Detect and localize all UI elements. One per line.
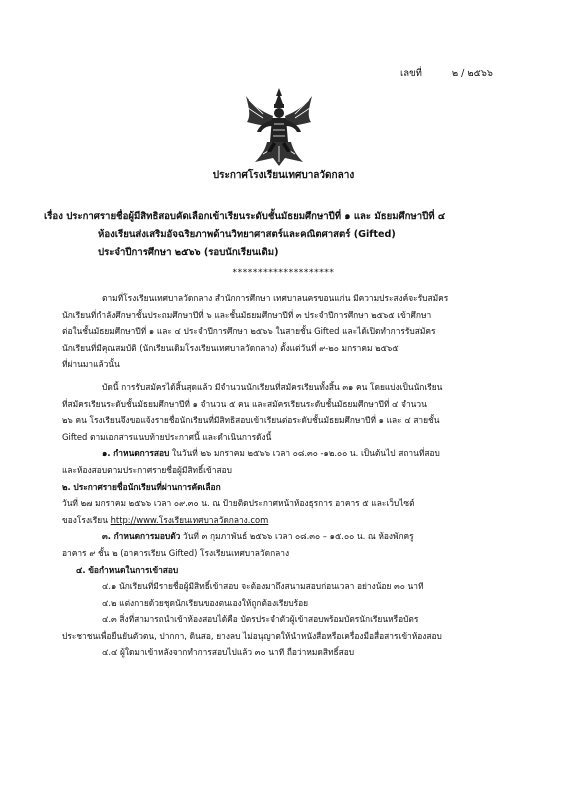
paragraph-1-line: ที่ผ่านมาแล้วนั้น [62, 359, 120, 370]
paragraph-1-line: ตามที่โรงเรียนเทศบาลวัดกลาง สำนักการศึกษา เทศบาลนครขอนแก่น มีความประสงค์จะรับสมัคร [102, 293, 449, 303]
school-announcement-title: ประกาศโรงเรียนเทศบาลวัดกลาง [212, 170, 355, 181]
section-1-heading: กำหนดการสอบ [113, 448, 170, 459]
subject-block [44, 208, 534, 262]
paragraph-2-line: ๒๖ คน โรงเรียนจึงขอแจ้งรายชื่อนักเรียนที่มีสิทธิสอบเข้าเรียนต่อระดับชั้นมัธยมศึกษาปีที่ ๑ และ ๔ สายชั้น [62, 415, 440, 426]
document-number [400, 66, 493, 81]
paragraph-2-line: ที่สมัครเรียนระดับชั้นมัธยมศึกษาปีที่ ๑ จำนวน ๕ คน และสมัครเรียนระดับชั้นมัธยมศึกษาปีที่ ๔ จำนวน [62, 398, 427, 409]
paragraph-1 [62, 290, 526, 373]
announcement-body [62, 290, 526, 661]
school-website-link[interactable]: http://www.โรงเรียนเทศบาลวัดกลาง.com [110, 514, 269, 525]
document-number-value: ๒ / ๒๕๖๖ [451, 68, 493, 79]
rule-item-continued: ประชาชนเพื่อยืนยันตัวตน, ปากกา, ดินสอ, ยางลบ ไม่อนุญาตให้นำหนังสือหรือเครื่องมือสื่อสารเข้าห้องสอบ [62, 630, 442, 641]
paragraph-2-line: Gifted ตามเอกสารแนบท้ายประกาศนี้ และดำเนินการดังนี้ [62, 431, 272, 442]
section-exam-schedule [62, 445, 526, 478]
rule-item: ๔.๑ นักเรียนที่มีรายชื่อผู้มีสิทธิ์เข้าสอบ จะต้องมาถึงสนามสอบก่อนเวลา อย่างน้อย ๓๐ นาที [102, 581, 424, 592]
section-1-text: ในวันที่ ๒๖ มกราคม ๒๕๖๖ เวลา ๐๘.๓๐ -๑๒.๐๐ น. เป็นต้นไป สถานที่สอบ [169, 448, 440, 459]
section-2-line-1: วันที่ ๒๗ มกราคม ๒๕๖๖ เวลา ๐๙.๓๐ น. ณ ป้ายติดประกาศหน้าห้องธุรการ อาคาร ๕ และเว็บไซต์ [62, 498, 415, 509]
section-4-number: ๔. [76, 564, 86, 575]
rule-item: ๔.๔ ผู้ใดมาเข้าหลังจากทำการสอบไปแล้ว ๓๐ นาที ถือว่าหมดสิทธิ์สอบ [102, 647, 355, 658]
document-number-label: เลขที่ [400, 68, 422, 79]
paragraph-1-line: นักเรียนที่มีคุณสมบัติ (นักเรียนเดิมโรงเรียนเทศบาลวัดกลาง) ตั้งแต่วันที่ ๙-๒๐ มกราคม ๒๕๖๕ [62, 342, 399, 353]
subject-line-2: ห้องเรียนส่งเสริมอัจฉริยภาพด้านวิทยาศาสตร์และคณิตศาสตร์ (Gifted) [98, 229, 396, 240]
section-3-line-2: อาคาร ๙ ชั้น ๒ (อาคารเรียน Gifted) โรงเรียนเทศบาลวัดกลาง [62, 547, 290, 558]
rule-item: ๔.๒ แต่งกายด้วยชุดนักเรียนของตนเองให้ถูกต้องเรียบร้อย [102, 597, 309, 608]
paragraph-1-line: ต่อในชั้นมัธยมศึกษาปีที่ ๑ และ ๔ ประจำปีการศึกษา ๒๕๖๖ ในสายชั้น Gifted และได้เปิดทำการรับสมัคร [62, 326, 436, 337]
section-3-text: วันที่ ๓ กุมภาพันธ์ ๒๕๖๖ เวลา ๐๘.๓๐ – ๑๕.๐๐ น. ณ ห้องพักครู [180, 531, 414, 542]
section-1-number: ๑. [102, 448, 111, 459]
rule-item: ๔.๓ สิ่งที่สามารถนำเข้าห้องสอบได้คือ บัตรประจำตัวผู้เข้าสอบพร้อมบัตรนักเรียนหรือบัตร [102, 614, 419, 625]
section-3-heading: กำหนดการมอบตัว [113, 531, 181, 542]
section-enrollment [62, 528, 526, 561]
paragraph-2-line: บัดนี้ การรับสมัครได้สิ้นสุดแล้ว มีจำนวนนักเรียนที่สมัครเรียนทั้งสิ้น ๓๑ คน โดยแบ่งเป็นนักเรียน [102, 381, 443, 392]
separator: ******************** [232, 268, 335, 278]
paragraph-2 [62, 379, 526, 445]
section-2-number: ๒. [62, 481, 71, 492]
garuda-emblem-icon [243, 86, 315, 170]
section-results [62, 479, 526, 529]
section-4-heading: ข้อกำหนดในการเข้าสอบ [88, 564, 179, 575]
paragraph-1-line: นักเรียนที่กำลังศึกษาชั้นประถมศึกษาปีที่ ๖ และชั้นมัธยมศึกษาปีที่ ๓ ประจำปีการศึกษา ๒๕๖๕ เข้าศึกษา [62, 309, 432, 320]
subject-line-1: เรื่อง ประกาศรายชื่อผู้มีสิทธิสอบคัดเลือกเข้าเรียนระดับชั้นมัธยมศึกษาปีที่ ๑ และ มัธยมศึกษาปีที่ ๔ [44, 211, 446, 222]
section-3-number: ๓. [102, 531, 111, 542]
section-exam-rules [62, 562, 526, 662]
section-2-line-2: ของโรงเรียน [62, 514, 108, 525]
subject-line-3: ประจำปีการศึกษา ๒๕๖๖ (รอบนักเรียนเดิม) [98, 247, 279, 258]
section-2-heading: ประกาศรายชื่อนักเรียนที่ผ่านการคัดเลือก [73, 481, 221, 492]
section-1-line-2: และห้องสอบตามประกาศรายชื่อผู้มีสิทธิ์เข้าสอบ [62, 464, 232, 475]
